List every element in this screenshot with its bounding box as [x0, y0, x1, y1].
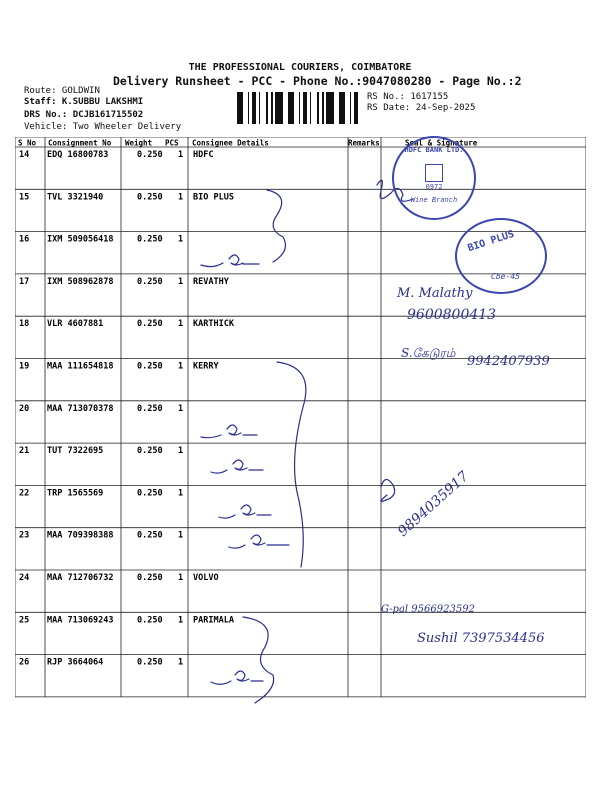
table-row — [19, 192, 234, 202]
cell-sno: 20 — [19, 403, 30, 414]
cell-weight: 0.250 — [137, 615, 163, 626]
cell-pcs: 1 — [178, 530, 184, 541]
table-row — [19, 615, 234, 625]
cell-sno: 16 — [19, 234, 30, 245]
hdfc-stamp-top-text: HDFC BANK LTD. — [404, 146, 464, 154]
table-body — [19, 150, 235, 668]
brace-mark-2 — [277, 362, 306, 567]
cell-consignment: TRP 1565569 — [47, 488, 104, 499]
table-row — [19, 319, 235, 329]
handwritten-note-1: S.கேடுரம் — [401, 346, 456, 360]
cell-consignee: KARTHICK — [193, 319, 234, 330]
initial-mark-6 — [211, 671, 263, 684]
initial-mark-3 — [211, 460, 263, 473]
cell-consignment: MAA 713069243 — [47, 615, 114, 626]
brace-mark-1 — [267, 190, 285, 262]
cell-pcs: 1 — [178, 276, 184, 287]
cell-sno: 18 — [19, 319, 30, 330]
cell-pcs: 1 — [178, 488, 184, 499]
cell-sno: 19 — [19, 361, 30, 372]
column-header: Weight — [125, 138, 153, 148]
cell-weight: 0.250 — [137, 150, 163, 160]
cell-consignment: TVL 3321940 — [47, 192, 104, 203]
vehicle-label: Vehicle: Two Wheeler Delivery — [24, 122, 182, 132]
handwritten-phone-2: 9942407939 — [467, 354, 550, 369]
rs-number: RS No.: 1617155 — [367, 92, 449, 102]
staff-label: Staff: K.SUBBU LAKSHMI — [24, 97, 144, 107]
signature-scribble-tut — [381, 479, 395, 501]
cell-consignment: MAA 713070378 — [47, 403, 114, 414]
column-header: Remarks — [348, 138, 380, 148]
handwritten-note-3: Sushil 7397534456 — [417, 631, 545, 646]
column-header: Seal & Signature — [405, 138, 478, 148]
cell-pcs: 1 — [178, 657, 184, 668]
cell-pcs: 1 — [178, 192, 184, 203]
column-header: PCS — [165, 138, 179, 148]
column-header: Consignment No — [48, 138, 112, 148]
hdfc-seal-stamp — [392, 136, 476, 220]
rs-date: RS Date: 24-Sep-2025 — [367, 103, 476, 113]
table-row — [19, 531, 183, 541]
cell-sno: 17 — [19, 276, 30, 287]
table-row — [19, 573, 219, 583]
hdfc-stamp-bottom-text: Wine Branch — [410, 196, 458, 204]
table-row — [19, 404, 183, 414]
cell-pcs: 1 — [178, 615, 184, 626]
cell-sno: 22 — [19, 488, 30, 499]
cell-weight: 0.250 — [137, 657, 163, 668]
initial-mark-2 — [201, 425, 257, 438]
cell-pcs: 1 — [178, 234, 184, 245]
table-row — [19, 446, 183, 456]
cell-consignee: KERRY — [193, 361, 219, 372]
cell-sno: 15 — [19, 192, 30, 203]
cell-weight: 0.250 — [137, 488, 163, 499]
cell-pcs: 1 — [178, 446, 184, 457]
handwritten-note-2: G-pal 9566923592 — [381, 604, 475, 615]
cell-consignee: VOLVO — [193, 573, 219, 583]
cell-consignment: MAA 709398388 — [47, 530, 114, 541]
initial-mark-4 — [219, 505, 271, 518]
cell-pcs: 1 — [178, 403, 184, 414]
route-label: Route: GOLDWIN — [24, 86, 100, 96]
cell-consignment: RJP 3664064 — [47, 657, 104, 668]
cell-consignment: TUT 7322695 — [47, 446, 104, 457]
cell-consignment: IXM 509056418 — [47, 234, 114, 245]
barcode-image — [237, 92, 363, 124]
cell-sno: 21 — [19, 446, 30, 457]
cell-consignment: IXM 508962878 — [47, 276, 114, 287]
handwritten-phone-3: 9894035917 — [394, 468, 472, 540]
cell-consignee: BIO PLUS — [193, 192, 234, 203]
table-row — [19, 362, 219, 372]
table-row — [19, 277, 230, 287]
cell-weight: 0.250 — [137, 234, 163, 245]
cell-weight: 0.250 — [137, 192, 163, 203]
column-header: S No — [18, 138, 37, 148]
cell-consignee: PARIMALA — [193, 615, 234, 626]
bioplus-stamp-top-text: BIO PLUS — [466, 228, 516, 255]
runsheet-subtitle: Delivery Runsheet - PCC - Phone No.:9047080280 - Page No.:2 — [113, 74, 522, 88]
cell-consignment: MAA 111654818 — [47, 361, 114, 372]
cell-weight: 0.250 — [137, 361, 163, 372]
cell-weight: 0.250 — [137, 403, 163, 414]
cell-pcs: 1 — [178, 150, 184, 160]
cell-weight: 0.250 — [137, 319, 163, 330]
handwritten-name: M. Malathy — [397, 286, 473, 301]
cell-weight: 0.250 — [137, 276, 163, 287]
table-row — [19, 235, 183, 245]
cell-consignment: MAA 712706732 — [47, 573, 114, 583]
table-row — [19, 150, 213, 160]
cell-pcs: 1 — [178, 319, 184, 330]
hdfc-stamp-code: 0972 — [425, 183, 443, 191]
cell-pcs: 1 — [178, 361, 184, 372]
cell-sno: 24 — [19, 573, 30, 583]
bioplus-stamp-bottom-text: Cbe-45 — [491, 272, 520, 281]
bioplus-seal-stamp — [455, 218, 547, 294]
handwritten-phone-1: 9600800413 — [407, 307, 497, 323]
cell-sno: 14 — [19, 150, 30, 160]
cell-weight: 0.250 — [137, 573, 163, 583]
cell-pcs: 1 — [178, 573, 184, 583]
company-title: THE PROFESSIONAL COURIERS, COIMBATORE — [188, 62, 412, 73]
initial-mark-1 — [201, 255, 259, 267]
brace-mark-3 — [243, 617, 274, 703]
table-row — [19, 488, 183, 498]
cell-consignment: VLR 4607881 — [47, 319, 104, 330]
hdfc-logo-icon — [425, 164, 443, 182]
cell-consignment: EDQ 16800783 — [47, 150, 109, 160]
cell-sno: 23 — [19, 530, 30, 541]
cell-weight: 0.250 — [137, 446, 163, 457]
table-row — [19, 658, 183, 668]
drs-number: DRS No.: DCJB161715502 — [24, 110, 144, 120]
cell-weight: 0.250 — [137, 530, 163, 541]
initial-mark-5 — [229, 535, 289, 548]
column-header: Consignee Details — [192, 138, 269, 148]
cell-sno: 25 — [19, 615, 30, 626]
cell-consignee: HDFC — [193, 150, 214, 160]
cell-sno: 26 — [19, 657, 30, 668]
cell-consignee: REVATHY — [193, 276, 229, 287]
